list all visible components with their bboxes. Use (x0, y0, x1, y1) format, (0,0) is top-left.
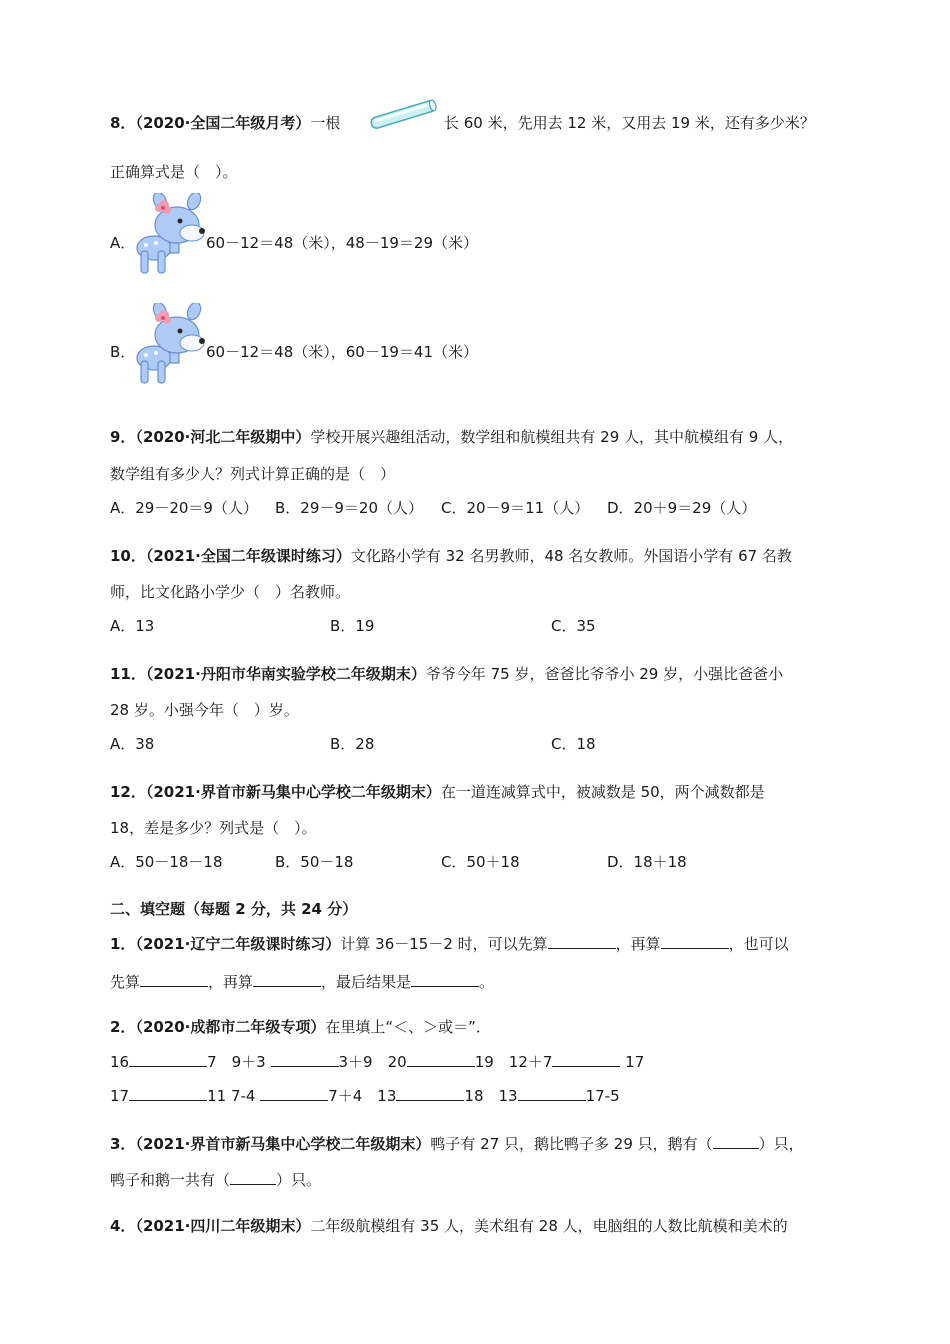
q8-option-b[interactable] (110, 341, 135, 363)
tube-image (366, 96, 440, 132)
answer-blank[interactable] (129, 1084, 207, 1101)
question-number: 2． (110, 1018, 136, 1036)
option-a-text: 60－12＝48（米），48－19＝29（米） (206, 234, 479, 252)
q12-line1 (110, 781, 765, 803)
text: ）只。 (276, 1171, 322, 1189)
q10-option-b[interactable]: B．19 (330, 617, 375, 635)
q8-line1-cont: 长 60 米，先用去 12 米，又用去 19 米，还有多少米？ (444, 114, 815, 132)
text: ，再算 (615, 935, 661, 953)
text: 18 13 (464, 1087, 518, 1105)
q10-option-c[interactable]: C．35 (551, 617, 596, 635)
question-text: 在一道连减算式中，被减数是 50，两个减数都是 (440, 783, 765, 801)
answer-blank[interactable] (396, 1084, 464, 1101)
q9-line2: 数学组有多少人？列式计算正确的是（ ） (110, 465, 396, 483)
q9-option-b[interactable]: B．29－9＝20（人） (275, 499, 424, 517)
question-source: （2020·河北二年级期中） (135, 428, 311, 446)
f2-row2 (110, 1084, 620, 1107)
q12-option-a[interactable]: A．50－18－18 (110, 853, 223, 871)
question-source: （2021·界首市新马集中心学校二年级期末） (135, 1135, 431, 1153)
question-text: 文化路小学有 32 名男教师，48 名女教师。外国语小学有 67 名教 (350, 547, 792, 565)
q11-line1 (110, 663, 783, 685)
q10-line1 (110, 545, 792, 567)
text: 17-5 (585, 1087, 620, 1105)
q10-option-a[interactable]: A．13 (110, 617, 155, 635)
answer-blank[interactable] (411, 970, 479, 987)
text: 鸭子有 27 只，鹅比鸭子多 29 只，鹅有（ (430, 1135, 713, 1153)
question-source: （2021·辽宁二年级课时练习） (135, 935, 341, 953)
answer-blank[interactable] (713, 1132, 759, 1149)
text: 19 12＋7 (474, 1053, 553, 1071)
answer-blank[interactable] (140, 970, 208, 987)
answer-blank[interactable] (129, 1050, 207, 1067)
answer-blank[interactable] (260, 1084, 328, 1101)
f2-line1 (110, 1016, 491, 1038)
q11-option-a[interactable]: A．38 (110, 735, 155, 753)
q9-option-c[interactable]: C．20－9＝11（人） (441, 499, 590, 517)
q8-option-a[interactable] (110, 232, 135, 254)
question-number: 1． (110, 935, 136, 953)
question-source: （2021·丹阳市华南实验学校二年级期末） (145, 665, 426, 683)
text: ，再算 (208, 973, 254, 991)
text: 7＋4 13 (328, 1087, 397, 1105)
answer-blank[interactable] (552, 1050, 620, 1067)
question-source: （2021·全国二年级课时练习） (145, 547, 351, 565)
f1-line1 (110, 932, 789, 955)
q10-line2: 师，比文化路小学少（ ）名教师。 (110, 583, 351, 601)
answer-blank[interactable] (661, 932, 729, 949)
question-text: 一根 (310, 114, 341, 132)
deer-image (134, 303, 212, 385)
question-source: （2020·成都市二年级专项） (135, 1018, 326, 1036)
question-source: （2020·全国二年级月考） (135, 114, 311, 132)
question-number: 11． (110, 665, 146, 683)
text: ，也可以 (728, 935, 789, 953)
text: ）只， (758, 1135, 804, 1153)
answer-blank[interactable] (548, 932, 616, 949)
q12-option-c[interactable]: C．50＋18 (441, 853, 520, 871)
f4-line1 (110, 1215, 788, 1237)
q9-line1 (110, 426, 793, 448)
q9-option-d[interactable]: D．20＋9＝29（人） (607, 499, 757, 517)
f1-line2 (110, 970, 494, 993)
question-number: 12． (110, 783, 146, 801)
answer-blank[interactable] (518, 1084, 586, 1101)
q12-option-d[interactable]: D．18＋18 (607, 853, 687, 871)
text: 先算 (110, 973, 141, 991)
question-text: 在里填上“＜、＞或＝”． (325, 1018, 491, 1036)
q11-option-b[interactable]: B．28 (330, 735, 375, 753)
text: 计算 36－15－2 时，可以先算 (340, 935, 548, 953)
q12-line2: 18，差是多少？列式是（ ）。 (110, 819, 317, 837)
answer-blank[interactable] (407, 1050, 475, 1067)
q11-line2: 28 岁。小强今年（ ）岁。 (110, 701, 299, 719)
answer-blank[interactable] (230, 1168, 276, 1185)
question-text: 爷爷今年 75 岁，爸爸比爷爷小 29 岁，小强比爸爸小 (425, 665, 784, 683)
q9-option-a[interactable]: A．29－20＝9（人） (110, 499, 258, 517)
q12-option-b[interactable]: B．50－18 (275, 853, 354, 871)
section-title: 二、填空题（每题 2 分，共 24 分） (110, 900, 358, 918)
text: 17 (110, 1087, 130, 1105)
text: 16 (110, 1053, 130, 1071)
text: 17 (620, 1053, 645, 1071)
deer-image (134, 193, 212, 275)
text: 鸭子和鹅一共有（ (110, 1171, 231, 1189)
question-number: 8． (110, 114, 136, 132)
question-number: 4． (110, 1217, 136, 1235)
f3-line2 (110, 1168, 321, 1191)
text: 。 (479, 973, 495, 991)
question-text: 二年级航模组有 35 人，美术组有 28 人，电脑组的人数比航模和美术的 (310, 1217, 788, 1235)
q11-option-c[interactable]: C．18 (551, 735, 596, 753)
option-b-text: 60－12＝48（米），60－19＝41（米） (206, 343, 479, 361)
question-number: 10． (110, 547, 146, 565)
text: 3＋9 20 (338, 1053, 407, 1071)
f2-row1 (110, 1050, 644, 1073)
option-label: A． (110, 234, 136, 252)
option-label: B． (110, 343, 136, 361)
answer-blank[interactable] (253, 970, 321, 987)
question-source: （2021·界首市新马集中心学校二年级期末） (145, 783, 441, 801)
answer-blank[interactable] (271, 1050, 339, 1067)
f3-line1 (110, 1132, 804, 1155)
question-text: 学校开展兴趣组活动，数学组和航模组共有 29 人，其中航模组有 9 人， (310, 428, 794, 446)
text: ，最后结果是 (321, 973, 412, 991)
text: 7 9＋3 (207, 1053, 271, 1071)
q8-line1 (110, 112, 340, 134)
question-number: 3． (110, 1135, 136, 1153)
text: 11 7-4 (207, 1087, 261, 1105)
question-source: （2021·四川二年级期末） (135, 1217, 311, 1235)
q8-line2: 正确算式是（ ）。 (110, 163, 238, 181)
question-number: 9． (110, 428, 136, 446)
